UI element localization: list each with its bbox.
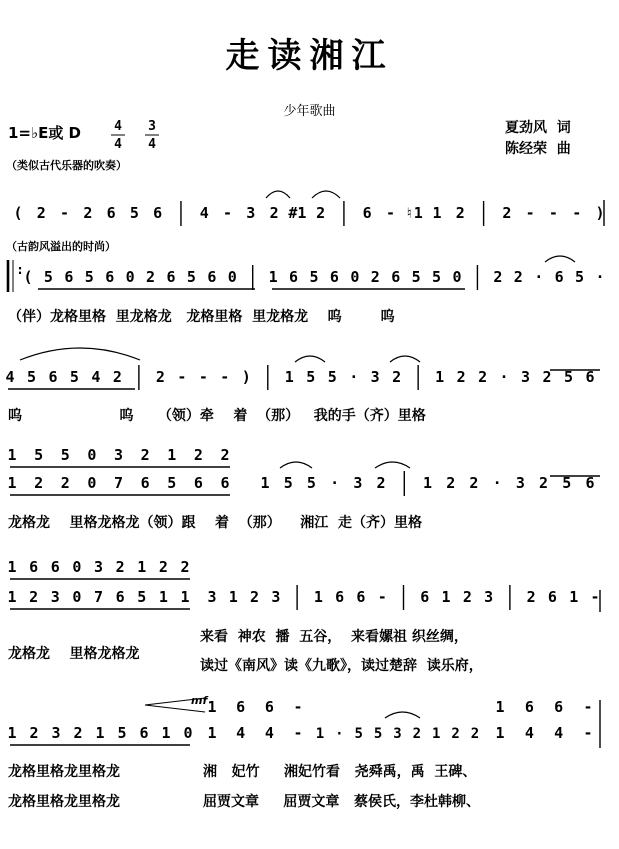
row4-note: 1 bbox=[569, 588, 579, 606]
row5-voice1-note: 1 bbox=[207, 698, 217, 716]
row5-voice2-note: 1 bbox=[207, 724, 217, 742]
row3-note: 1 bbox=[422, 474, 433, 492]
row5-voice1-note: 6 bbox=[264, 698, 274, 716]
intro-note: 2 bbox=[455, 204, 465, 222]
row4-note: - bbox=[590, 588, 600, 606]
row4-voice2-note: 1 bbox=[180, 588, 190, 606]
row3-note: 5 bbox=[306, 474, 316, 492]
row3-voice1-note: 2 bbox=[193, 446, 203, 464]
intro-slur-2 bbox=[312, 191, 340, 198]
crescendo-bottom bbox=[145, 705, 205, 712]
row1-note: 6 bbox=[554, 268, 564, 286]
row3-slur-1 bbox=[280, 462, 312, 468]
row4-voice1-note: 6 bbox=[29, 558, 39, 576]
row1-note: 5 bbox=[43, 268, 53, 286]
row3-voice1-note: 1 bbox=[7, 446, 17, 464]
row5-note: 6 bbox=[139, 724, 149, 742]
row4-note: 3 bbox=[271, 588, 281, 606]
row1-note: ( bbox=[23, 268, 33, 286]
row5-note: 1 bbox=[7, 724, 17, 742]
row1-note: 0 bbox=[125, 268, 135, 286]
lyrics-row-4-label: 龙格龙 里格龙格龙 bbox=[8, 646, 140, 662]
row3-note: · bbox=[330, 474, 340, 492]
row4-note: 6 bbox=[356, 588, 366, 606]
row5-voice2-note: 4 bbox=[264, 724, 274, 742]
lyrics-row-5-verse-1: 湘 妃竹 湘妃竹看 尧舜禹，禹 王碑、 bbox=[203, 764, 477, 780]
row5-slur bbox=[385, 712, 420, 718]
row5-mid-note: 2 bbox=[451, 726, 460, 742]
row4-voice2-note: 1 bbox=[7, 588, 17, 606]
row1-note: 5 bbox=[186, 268, 196, 286]
row5-mid-note: 3 bbox=[393, 726, 402, 742]
row3-note: 6 bbox=[585, 474, 595, 492]
row3-voice2-note: 5 bbox=[167, 474, 177, 492]
row2-note: 5 bbox=[327, 368, 337, 386]
intro-note: - bbox=[385, 204, 395, 222]
row3-voice2-note: 2 bbox=[34, 474, 44, 492]
row1-note: 2 bbox=[513, 268, 523, 286]
row5-mid-note: 1 bbox=[315, 726, 325, 742]
row2-phrase-slur bbox=[20, 348, 140, 360]
row3-voice1-note: 2 bbox=[220, 446, 230, 464]
intro-note: 2 bbox=[83, 204, 93, 222]
section-direction: （古韵风溢出的时尚） bbox=[6, 240, 116, 253]
intro-note: - bbox=[572, 204, 582, 222]
intro-note: 6 bbox=[153, 204, 163, 222]
row3-note: 5 bbox=[283, 474, 293, 492]
row5-voice1-note: - bbox=[293, 698, 303, 716]
lyrics-row-1: （伴）龙格里格 里龙格龙 龙格里格 里龙格龙 呜 呜 bbox=[8, 309, 395, 325]
lyrics-row-3: 龙格龙 里格龙格龙（领）跟 着 （那） 湘江 走（齐）里格 bbox=[8, 515, 422, 531]
row1-note: 6 bbox=[207, 268, 217, 286]
row4-note: 6 bbox=[420, 588, 430, 606]
row1-note: 5 bbox=[84, 268, 94, 286]
row1-slur bbox=[545, 256, 575, 262]
row3-note: 2 bbox=[376, 474, 386, 492]
row3-voice2-note: 0 bbox=[87, 474, 97, 492]
row5-voice2-note: 4 bbox=[236, 724, 246, 742]
row2-note: · bbox=[499, 368, 509, 386]
row4-voice1-note: 1 bbox=[7, 558, 17, 576]
row2-note: 2 bbox=[478, 368, 488, 386]
intro-note: ( bbox=[13, 204, 23, 222]
row4-voice2-note: 2 bbox=[29, 588, 39, 606]
time-sig-num-2: 3 bbox=[148, 119, 156, 134]
lyricist-credit: 夏劲风 词 bbox=[505, 120, 571, 136]
intro-note: 2 bbox=[36, 204, 46, 222]
row2-note: 2 bbox=[112, 368, 122, 386]
row3-note: · bbox=[492, 474, 502, 492]
row5-note: 3 bbox=[51, 724, 61, 742]
row4-note: 1 bbox=[441, 588, 451, 606]
row4-note: 3 bbox=[207, 588, 217, 606]
row4-note: 6 bbox=[335, 588, 345, 606]
intro-note: ♮1 bbox=[404, 204, 423, 222]
row5-voice1-note: 6 bbox=[236, 698, 246, 716]
dynamic-marking: mf bbox=[191, 694, 208, 707]
row4-voice2-note: 0 bbox=[72, 588, 82, 606]
row5-mid-note: 2 bbox=[412, 726, 422, 742]
row2-note: 2 bbox=[542, 368, 552, 386]
intro-note: 3 bbox=[246, 204, 256, 222]
row4-voice2-note: 5 bbox=[137, 588, 147, 606]
row1-note: 1 bbox=[268, 268, 278, 286]
row4-voice2-note: 3 bbox=[50, 588, 60, 606]
row5-note: 5 bbox=[117, 724, 127, 742]
row1-note: 6 bbox=[329, 268, 339, 286]
row2-note: 3 bbox=[370, 368, 380, 386]
row2-note: 1 bbox=[435, 368, 445, 386]
row2-note: 2 bbox=[155, 368, 165, 386]
row4-note: 6 bbox=[547, 588, 557, 606]
row5-mid-note: 5 bbox=[373, 726, 383, 742]
row5-mid-note: · bbox=[335, 726, 344, 742]
row2-note: 2 bbox=[456, 368, 466, 386]
row5-note: 0 bbox=[183, 724, 193, 742]
repeat-dots: : bbox=[16, 263, 24, 278]
row4-voice1-note: 6 bbox=[50, 558, 60, 576]
row4-note: 1 bbox=[228, 588, 238, 606]
row1-note: 2 bbox=[370, 268, 380, 286]
time-sig-den-2: 4 bbox=[148, 137, 156, 152]
row5-note: 1 bbox=[161, 724, 171, 742]
row3-voice1-note: 5 bbox=[34, 446, 44, 464]
intro-note: - bbox=[525, 204, 535, 222]
row3-voice2-note: 1 bbox=[7, 474, 17, 492]
lyrics-row-4-verse-2: 读过《南风》读《九歌》，读过楚辞 读乐府， bbox=[200, 658, 483, 674]
row2-note: 3 bbox=[521, 368, 531, 386]
row5-voice2b-note: 4 bbox=[524, 724, 534, 742]
intro-note: ) bbox=[595, 204, 605, 222]
row5-mid-note: 1 bbox=[432, 726, 441, 742]
row5-note: 1 bbox=[95, 724, 105, 742]
row3-note: 2 bbox=[446, 474, 456, 492]
row5-voice2b-note: - bbox=[583, 724, 593, 742]
row1-note: 5 bbox=[575, 268, 585, 286]
row1-note: 6 bbox=[391, 268, 401, 286]
row3-voice1-note: 2 bbox=[140, 446, 150, 464]
row2-note: - bbox=[220, 368, 230, 386]
row5-voice2b-note: 1 bbox=[495, 724, 505, 742]
row2-note: · bbox=[349, 368, 359, 386]
row1-note: 2 bbox=[493, 268, 503, 286]
row1-note: 5 bbox=[309, 268, 319, 286]
row2-note: - bbox=[198, 368, 208, 386]
row1-note: 6 bbox=[166, 268, 176, 286]
row4-note: 1 bbox=[313, 588, 323, 606]
row2-note: 1 bbox=[284, 368, 294, 386]
row2-note: - bbox=[177, 368, 187, 386]
intro-note: - bbox=[60, 204, 70, 222]
row5-note: 2 bbox=[29, 724, 39, 742]
song-subtitle: 少年歌曲 bbox=[283, 104, 336, 119]
time-sig-den-1: 4 bbox=[114, 137, 122, 152]
row4-note: 2 bbox=[250, 588, 260, 606]
row3-voice2-note: 6 bbox=[193, 474, 203, 492]
crescendo-top bbox=[145, 698, 205, 705]
lyrics-row-5-verse-2: 屈贾文章 屈贾文章 蔡侯氏，李杜韩柳、 bbox=[203, 794, 480, 810]
intro-note: 2 bbox=[316, 204, 326, 222]
row4-note: 3 bbox=[484, 588, 494, 606]
row4-voice1-note: 2 bbox=[180, 558, 190, 576]
row2-note: 5 bbox=[564, 368, 574, 386]
row3-voice1-note: 5 bbox=[60, 446, 70, 464]
row2-slur-2 bbox=[390, 356, 420, 362]
key-signature: 1=♭E或 D bbox=[8, 124, 82, 142]
intro-note: 4 bbox=[199, 204, 209, 222]
row1-note: 6 bbox=[105, 268, 115, 286]
intro-note: 1 bbox=[432, 204, 442, 222]
lyrics-row-5-label-2: 龙格里格龙里格龙 bbox=[8, 794, 120, 810]
intro-direction: （类似古代乐器的吹奏） bbox=[6, 159, 127, 172]
row3-note: 1 bbox=[260, 474, 270, 492]
row5-voice2-note: - bbox=[293, 724, 303, 742]
row4-voice1-note: 1 bbox=[137, 558, 147, 576]
intro-note: 6 bbox=[362, 204, 372, 222]
intro-slur-1 bbox=[266, 191, 290, 198]
row5-note: 2 bbox=[73, 724, 83, 742]
row4-voice1-note: 0 bbox=[72, 558, 82, 576]
row3-note: 3 bbox=[353, 474, 363, 492]
row5-voice1b-note: 6 bbox=[524, 698, 534, 716]
row3-note: 2 bbox=[469, 474, 479, 492]
row2-note: 2 bbox=[392, 368, 402, 386]
row3-note: 5 bbox=[562, 474, 572, 492]
row1-note: 0 bbox=[350, 268, 360, 286]
row1-note: · bbox=[534, 268, 544, 286]
row3-slur-2 bbox=[375, 462, 410, 468]
row3-voice1-note: 3 bbox=[113, 446, 124, 464]
intro-note: 6 bbox=[106, 204, 116, 222]
row5-voice1b-note: 6 bbox=[554, 698, 564, 716]
row2-note: 4 bbox=[5, 368, 15, 386]
song-title: 走读湘江 bbox=[225, 36, 394, 76]
row1-note: 5 bbox=[411, 268, 421, 286]
intro-note: 2 bbox=[269, 204, 279, 222]
row5-mid-note: 5 bbox=[354, 726, 363, 742]
lyrics-row-5-label-1: 龙格里格龙里格龙 bbox=[8, 764, 120, 780]
row4-voice2-note: 7 bbox=[93, 588, 104, 606]
row5-voice1b-note: 1 bbox=[495, 698, 505, 716]
row1-note: 5 bbox=[432, 268, 442, 286]
intro-note: - bbox=[223, 204, 233, 222]
intro-note: #1 bbox=[288, 204, 307, 222]
time-sig-num-1: 4 bbox=[114, 119, 122, 134]
row2-slur-1 bbox=[295, 356, 325, 362]
row2-note: 4 bbox=[91, 368, 101, 386]
row4-note: 2 bbox=[526, 588, 536, 606]
row2-note: 6 bbox=[48, 368, 58, 386]
row4-voice2-note: 1 bbox=[158, 588, 168, 606]
row1-note: 6 bbox=[64, 268, 74, 286]
row3-voice2-note: 7 bbox=[113, 474, 124, 492]
intro-note: 5 bbox=[129, 204, 139, 222]
row1-note: · bbox=[595, 268, 605, 286]
row3-voice1-note: 0 bbox=[87, 446, 97, 464]
row2-note: 6 bbox=[585, 368, 595, 386]
row1-note: 0 bbox=[452, 268, 462, 286]
row4-voice1-note: 3 bbox=[93, 558, 104, 576]
row3-note: 3 bbox=[515, 474, 525, 492]
row2-note: 5 bbox=[69, 368, 79, 386]
intro-note: 2 bbox=[502, 204, 512, 222]
row5-mid-note: 2 bbox=[470, 726, 480, 742]
lyrics-row-4-verse-1: 来看 神农 播 五谷， 来看嫘祖 织丝绸， bbox=[200, 629, 468, 645]
row1-note: 2 bbox=[146, 268, 156, 286]
row3-note: 2 bbox=[539, 474, 549, 492]
row2-note: 5 bbox=[306, 368, 316, 386]
row2-note: ) bbox=[241, 368, 251, 386]
row2-note: 5 bbox=[26, 368, 36, 386]
row4-voice2-note: 6 bbox=[115, 588, 125, 606]
row3-voice2-note: 6 bbox=[220, 474, 230, 492]
row4-voice1-note: 2 bbox=[115, 558, 125, 576]
row5-voice1b-note: - bbox=[583, 698, 593, 716]
row3-voice2-note: 2 bbox=[60, 474, 70, 492]
row4-note: 2 bbox=[462, 588, 472, 606]
row4-voice1-note: 2 bbox=[158, 558, 168, 576]
row3-voice2-note: 6 bbox=[140, 474, 150, 492]
intro-note: - bbox=[548, 204, 558, 222]
composer-credit: 陈经荣 曲 bbox=[505, 141, 571, 157]
row4-note: - bbox=[377, 588, 387, 606]
row1-note: 6 bbox=[289, 268, 299, 286]
row3-voice1-note: 1 bbox=[167, 446, 177, 464]
row1-note: 0 bbox=[227, 268, 237, 286]
lyrics-row-2: 呜 呜 （领）牵 着 （那） 我的手（齐）里格 bbox=[8, 408, 426, 424]
row5-voice2b-note: 4 bbox=[554, 724, 564, 742]
